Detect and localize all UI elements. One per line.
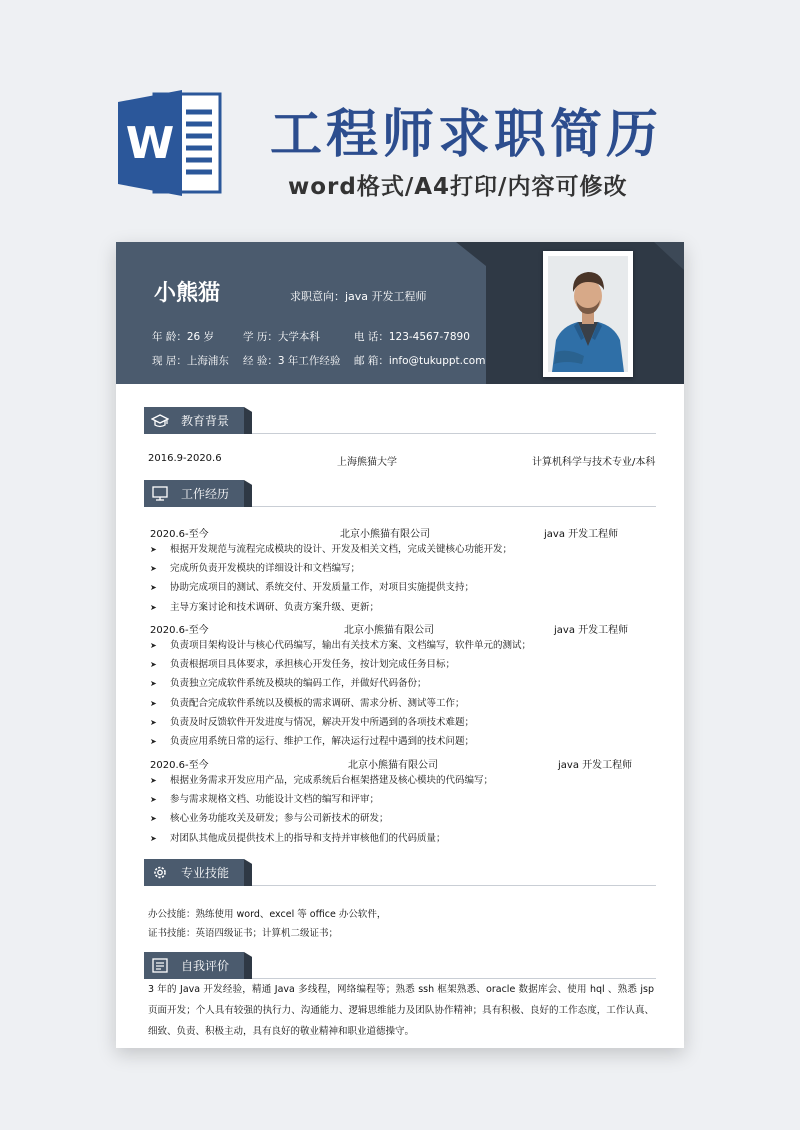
info-phone: 电 话：123-4567-7890 [354,331,470,343]
list-item: ➤ 负责及时反馈软件开发进度与情况，解决开发中所遇到的各项技术难题； [148,713,668,732]
banner-title: 工程师求职简历 [270,105,663,165]
skill-certs: 证书技能：英语四级证书；计算机二级证书； [148,928,339,939]
section-divider [252,885,656,886]
arrow-bullet-icon: ➤ [150,679,157,689]
section-title-education: 教育背景 [181,414,230,428]
section-title-work: 工作经历 [181,487,230,501]
list-item: ➤ 主导方案讨论和技术调研、负责方案升级、更新； [148,598,668,617]
graduation-cap-icon [151,412,169,429]
job-company: 北京小熊猫有限公司 [348,760,438,771]
self-evaluation-text: 3 年的 Java 开发经验，精通 Java 多线程，网络编程等；熟悉 ssh 框架熟悉、oracle 数据库会、使用 hql 、熟悉 jsp 页面开发；个人具有较强的执行力、沟通能力、逻辑思维能力及团队协作精神；具有积极、良好的工作态度，工作认真、细致、负责、积极主动，具有良好的敬业精神和职业道德操守。 [148,984,654,1037]
job-duties-list [148,771,668,848]
list-item: ➤ 负责项目架构设计与核心代码编写，输出有关技术方案、文档编写，软件单元的测试； [148,636,668,655]
list-item: ➤ 负责根据项目具体要求，承担核心开发任务，按计划完成任务目标； [148,655,668,674]
arrow-bullet-icon: ➤ [150,641,157,650]
arrow-bullet-icon: ➤ [150,583,157,593]
education-major: 计算机科学与技术专业/本科 [532,457,656,468]
gear-icon [151,864,169,881]
list-item: ➤ 完成所负责开发模块的详细设计和文档编写； [148,559,668,578]
job-position: java 开发工程师 [554,625,629,636]
info-age: 年 龄：26 岁 [152,331,215,343]
job-company: 北京小熊猫有限公司 [340,529,430,540]
arrow-bullet-icon: ➤ [150,736,157,746]
profile-photo [548,256,628,372]
section-divider [252,433,656,434]
section-divider [252,506,656,507]
info-email: 邮 箱：info@tukuppt.com [354,355,486,367]
monitor-icon [151,485,169,502]
arrow-bullet-icon: ➤ [150,545,157,554]
list-item: ➤ 根据开发规范与流程完成模块的设计、开发及相关文档，完成关键核心功能开发； [148,540,668,559]
section-header-work [144,480,252,507]
resume-page [116,242,684,1048]
job-date: 2020.6-至今 [150,760,209,771]
arrow-bullet-icon: ➤ [150,833,157,843]
job-position: java 开发工程师 [544,529,619,540]
word-doc-icon [116,88,226,198]
skill-office: 办公技能：熟练使用 word、excel 等 office 办公软件， [148,909,387,920]
word-icon-letter: W [125,118,175,169]
section-title-skills: 专业技能 [181,866,230,880]
section-header-self [144,952,252,979]
info-experience: 经 验：3 年工作经验 [243,355,341,367]
job-duties-list [148,636,668,751]
list-item: ➤ 负责应用系统日常的运行、维护工作，解决运行过程中遇到的技术问题； [148,732,668,751]
arrow-bullet-icon: ➤ [150,660,157,670]
job-position: java 开发工程师 [558,760,633,771]
candidate-name: 小熊猫 [154,281,221,306]
info-education: 学 历：大学本科 [243,331,320,343]
arrow-bullet-icon: ➤ [150,564,157,574]
list-item: ➤ 参与需求规格文档、功能设计文档的编写和评审； [148,790,668,809]
document-icon [151,957,169,974]
arrow-bullet-icon: ➤ [150,602,157,612]
list-item: ➤ 协助完成项目的测试、系统交付、开发质量工作，对项目实施提供支持； [148,578,668,597]
list-item: ➤ 根据业务需求开发应用产品，完成系统后台框架搭建及核心模块的代码编写； [148,771,668,790]
section-title-self: 自我评价 [181,959,230,973]
education-date: 2016.9-2020.6 [148,453,222,464]
arrow-bullet-icon: ➤ [150,795,157,805]
profile-photo-frame [543,251,633,377]
arrow-bullet-icon: ➤ [150,698,157,708]
job-intent: 求职意向：java 开发工程师 [290,290,427,303]
job-date: 2020.6-至今 [150,625,209,636]
banner-subtitle: word格式/A4打印/内容可修改 [288,174,628,200]
section-header-skills [144,859,252,886]
resume-header [116,242,684,384]
info-residence: 现 居：上海浦东 [152,355,229,367]
arrow-bullet-icon: ➤ [150,814,157,824]
list-item: ➤ 对团队其他成员提供技术上的指导和支持并审核他们的代码质量； [148,829,668,848]
promo-banner [0,0,800,240]
list-item: ➤ 负责配合完成软件系统以及模板的需求调研、需求分析、测试等工作； [148,694,668,713]
job-date: 2020.6-至今 [150,529,209,540]
arrow-bullet-icon: ➤ [150,717,157,727]
arrow-bullet-icon: ➤ [150,776,157,785]
section-header-education [144,407,252,434]
job-company: 北京小熊猫有限公司 [344,625,434,636]
education-school: 上海熊猫大学 [337,457,397,468]
list-item: ➤ 核心业务功能攻关及研发；参与公司新技术的研发； [148,809,668,828]
job-duties-list [148,540,668,617]
list-item: ➤ 负责独立完成软件系统及模块的编码工作，并做好代码备份； [148,674,668,693]
